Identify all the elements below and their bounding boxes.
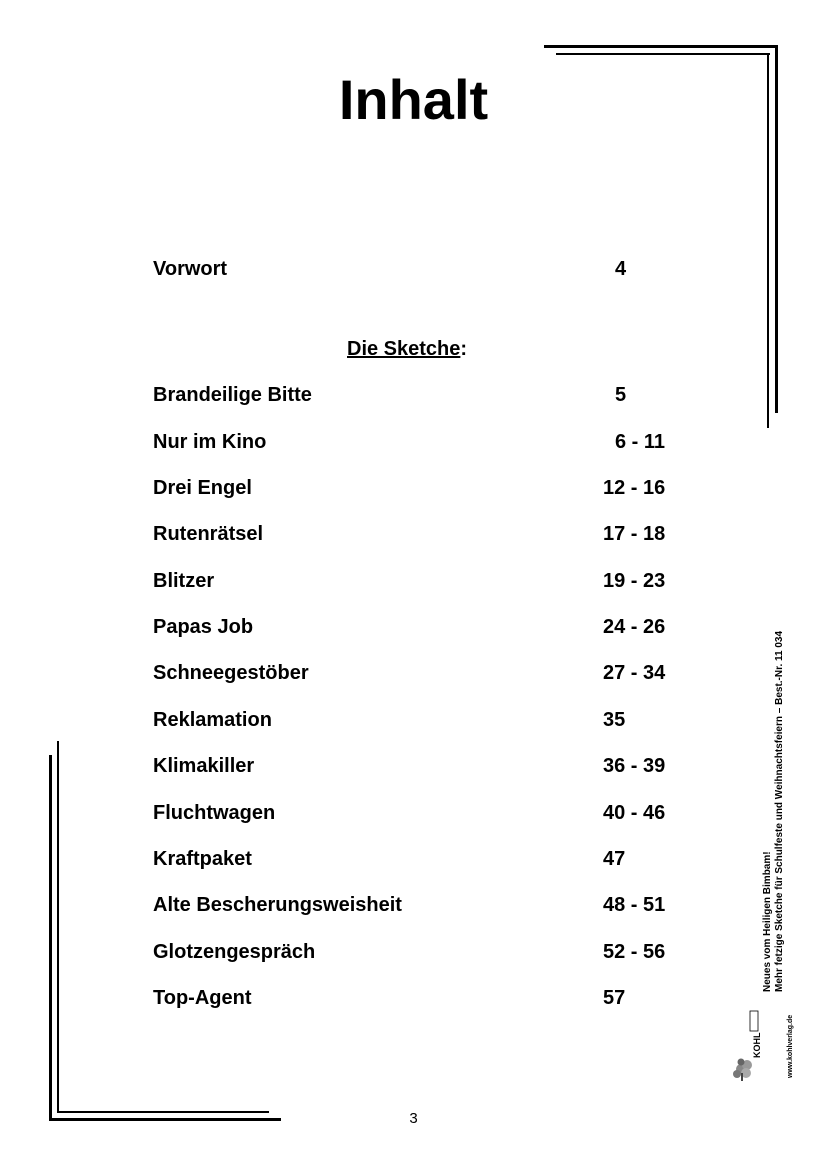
side-publication-info [762, 631, 786, 992]
toc-entry-title: Brandeilige Bitte [153, 384, 312, 406]
toc-entry-title: Schneegestöber [153, 662, 309, 684]
side-line-2: Mehr fetzige Sketche für Schulfeste und Weihnachtsfeiern – Best.-Nr. 11 034 [774, 630, 785, 992]
frame-bottom-left-inner-vertical [57, 741, 59, 1113]
toc-entry-pages: 47 [603, 848, 626, 870]
toc-entry-pages: 48 - 51 [603, 894, 666, 916]
side-line-1: Neues vom Heiligen Bimbam! [762, 851, 773, 992]
toc-entry-pages: 17 - 18 [603, 523, 666, 545]
toc-entry-pages: 24 - 26 [603, 616, 666, 638]
toc-entry-pages: 27 - 34 [603, 662, 666, 684]
toc-entry-title: Nur im Kino [153, 431, 267, 453]
frame-top-right-inner-horizontal [556, 53, 770, 55]
page-number: 3 [409, 1110, 418, 1127]
toc-entry-title: Drei Engel [153, 477, 252, 499]
toc-entry-pages: 52 - 56 [603, 941, 666, 963]
toc-entry-title: Klimakiller [153, 755, 255, 777]
page-title: Inhalt [338, 68, 489, 131]
section-heading [347, 337, 467, 361]
section-heading-colon: : [460, 338, 468, 360]
toc-entry-pages: 6 - 11 [615, 431, 666, 453]
publisher-website: www.kohlverlag.de [787, 1014, 794, 1078]
toc-entry-title: Kraftpaket [153, 848, 252, 870]
toc-entry-title: Papas Job [153, 616, 254, 638]
toc-entry-pages: 36 - 39 [603, 755, 666, 777]
toc-entry-title: Rutenrätsel [153, 523, 264, 545]
toc-entry-pages: 40 - 46 [603, 802, 666, 824]
frame-top-right-outer-horizontal [544, 45, 778, 48]
frame-bottom-left-outer-vertical [49, 755, 52, 1121]
toc-entry-preface-title: Vorwort [153, 258, 228, 280]
toc-entry-title: Reklamation [153, 709, 272, 731]
toc-entry-pages: 57 [603, 987, 626, 1009]
toc-entry-title: Blitzer [153, 570, 215, 592]
toc-entry-pages: 12 - 16 [603, 477, 666, 499]
toc-entry-title: Fluchtwagen [153, 802, 276, 824]
toc-entry-title: Glotzengespräch [153, 941, 316, 963]
publisher-logo-icon [728, 1003, 788, 1083]
toc-entry-title: Alte Bescherungsweisheit [153, 894, 402, 916]
toc-entry-preface-pages: 4 [615, 258, 627, 280]
toc-entry-pages: 5 [615, 384, 627, 406]
toc-entry-title: Top-Agent [153, 987, 252, 1009]
publisher-name: KOHL [752, 1032, 762, 1058]
toc-entry-pages: 35 [603, 709, 626, 731]
toc-entry-pages: 19 - 23 [603, 570, 666, 592]
section-heading-label: Die Sketche [347, 338, 461, 360]
